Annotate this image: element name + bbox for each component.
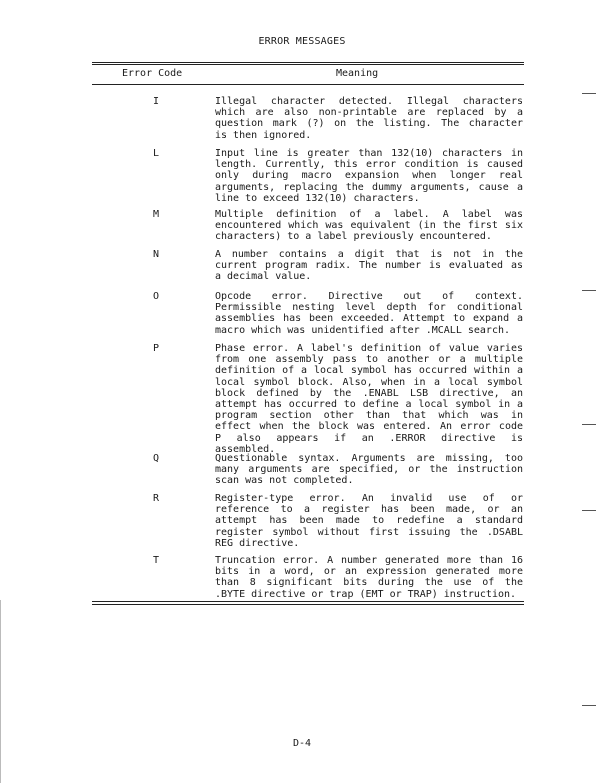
meaning-line: Phase error. A label's definition of value varies <box>215 343 523 354</box>
meaning-line: macro which was unidentified after .MCALL search. <box>215 324 511 336</box>
error-code: R <box>152 493 160 504</box>
meaning-line: A number contains a digit that is not in the <box>215 249 523 260</box>
meaning-line: Multiple definition of a label. A label was <box>215 209 523 220</box>
meaning-line: current program radix. The number is evaluated as <box>215 260 523 272</box>
meaning-line: assemblies has been exceeded. Attempt to expand a <box>215 313 523 325</box>
error-code: N <box>152 249 160 260</box>
meaning-line: question mark (?) on the listing. The character <box>215 118 523 130</box>
margin-mark <box>582 705 596 706</box>
error-meaning <box>215 343 523 455</box>
meaning-line: register symbol without first issuing the .DSABL <box>215 526 523 538</box>
meaning-line: length. Currently, this error condition is caused <box>215 159 523 171</box>
scan-edge <box>0 600 1 783</box>
meaning-line: reference to a register has been made, or an <box>215 504 523 516</box>
meaning-line: attempt has been made to redefine a standard <box>215 515 523 527</box>
meaning-line: Input line is greater than 132(10) characters in <box>215 148 523 159</box>
meaning-line: characters) to a label previously encountered. <box>215 231 492 243</box>
page-number: D-4 <box>292 738 312 749</box>
error-code: I <box>152 96 160 107</box>
meaning-line: local symbol block. Also, when in a local symbol <box>215 376 523 388</box>
meaning-line: definition of a local symbol has occurred within a <box>215 365 523 377</box>
error-code: Q <box>152 453 160 464</box>
page-title: ERROR MESSAGES <box>258 36 346 47</box>
table-header-rule <box>92 84 524 85</box>
meaning-line: line to exceed 132(10) characters. <box>215 192 420 204</box>
column-header-error-code: Error Code <box>122 68 183 79</box>
meaning-line: only during macro expansion when longer real <box>215 170 523 182</box>
meaning-line: which are also non-printable are replaced by a <box>215 107 523 119</box>
error-meaning <box>215 493 523 549</box>
error-code: P <box>152 343 160 354</box>
error-code: M <box>152 209 160 220</box>
margin-mark <box>582 510 596 511</box>
meaning-line: Opcode error. Directive out of context. <box>215 291 523 302</box>
meaning-line: Illegal character detected. Illegal characters <box>215 96 523 107</box>
meaning-line: P also appears if an .ERROR directive is <box>215 432 523 444</box>
meaning-line: attempt has occurred to define a local symbol in a <box>215 399 523 411</box>
meaning-line: block defined by the .ENABL LSB directive, an <box>215 387 523 399</box>
error-code: O <box>152 291 160 302</box>
error-meaning <box>215 555 523 600</box>
error-code: L <box>152 148 160 159</box>
meaning-line: program section other than that which was in <box>215 410 523 422</box>
meaning-line: assembled. <box>215 443 276 455</box>
meaning-line: encountered which was equivalent (in the first six <box>215 220 523 232</box>
table-top-rule <box>92 62 524 63</box>
margin-mark <box>582 290 596 291</box>
meaning-line: from one assembly pass to another or a multiple <box>215 354 523 366</box>
meaning-line: Permissible nesting level depth for conditional <box>215 302 523 314</box>
margin-mark <box>582 93 596 94</box>
meaning-line: many arguments are specified, or the instruction <box>215 464 523 476</box>
meaning-line: is then ignored. <box>215 129 312 141</box>
error-meaning <box>215 209 523 243</box>
meaning-line: a decimal value. <box>215 271 312 283</box>
meaning-line: Truncation error. A number generated more than 16 <box>215 555 523 566</box>
meaning-line: REG directive. <box>215 537 300 549</box>
meaning-line: Register-type error. An invalid use of or <box>215 493 523 504</box>
error-meaning <box>215 96 523 141</box>
meaning-line: Questionable syntax. Arguments are missing, too <box>215 453 523 464</box>
meaning-line: than 8 significant bits during the use of the <box>215 577 523 589</box>
meaning-line: arguments, replacing the dummy arguments, cause a <box>215 181 523 193</box>
error-code: T <box>152 555 160 566</box>
error-meaning <box>215 148 523 204</box>
table-bottom-rule-double <box>92 604 524 605</box>
error-meaning <box>215 291 523 336</box>
margin-mark <box>582 424 596 425</box>
meaning-line: .BYTE directive or trap (EMT or TRAP) instruction. <box>215 588 517 600</box>
error-meaning <box>215 453 523 487</box>
meaning-line: effect when the block was entered. An error code <box>215 421 523 433</box>
error-meaning <box>215 249 523 283</box>
meaning-line: scan was not completed. <box>215 475 354 487</box>
table-bottom-rule <box>92 601 524 602</box>
table-top-rule-double <box>92 64 524 65</box>
meaning-line: bits in a word, or an expression generated more <box>215 566 523 578</box>
column-header-meaning: Meaning <box>336 68 379 79</box>
